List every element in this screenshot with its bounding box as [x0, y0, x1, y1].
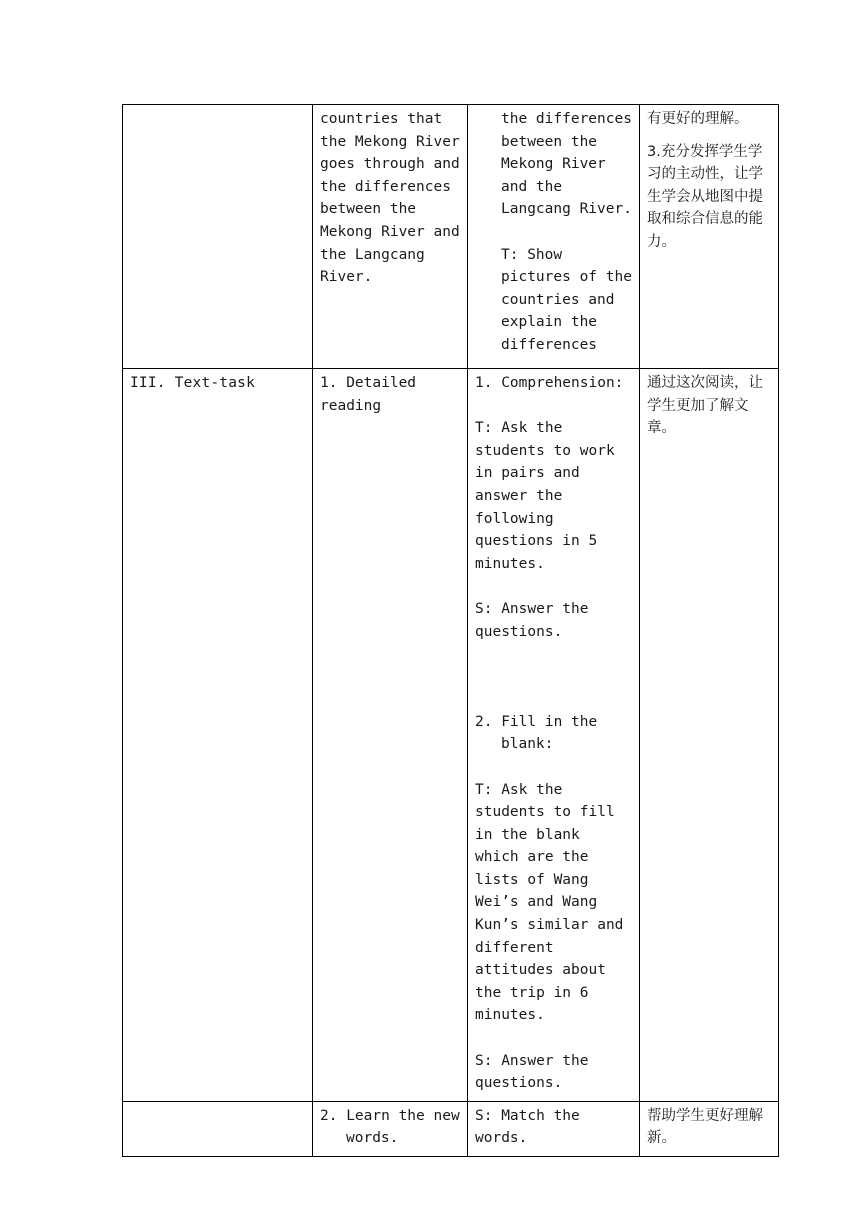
purpose-text: 帮助学生更好理解新。 [647, 1107, 763, 1147]
spacer [475, 1027, 632, 1050]
spacer [475, 221, 632, 244]
activity-text: 1. Detailed reading [320, 375, 417, 414]
activity-cell [313, 369, 468, 1102]
student-response: S: Answer the questions. [475, 1052, 589, 1092]
purpose-cell [640, 369, 779, 1102]
stage-label: III. Text-task [130, 375, 256, 391]
activity-text: 2. Learn the new words. [320, 1107, 460, 1147]
step-title: 1. Comprehension: [475, 375, 624, 391]
student-response: S: Match the words. [475, 1107, 580, 1147]
teacher-instruction: T: Ask the students to work in pairs and answer the following questions in 5 minutes. [475, 420, 615, 572]
step-title: 2. Fill in the blank: [475, 713, 598, 753]
teacher-instruction: T: Ask the students to fill in the blank which are the lists of Wang Wei’s and Wang Kun’s similar and different attitudes about the trip in 6 minutes. [475, 781, 624, 1024]
table-row [123, 105, 779, 369]
stage-cell [123, 1101, 313, 1156]
purpose-text: 3.充分发挥学生学习的主动性，让学生学会从地图中提取和综合信息的能力。 [647, 143, 763, 250]
spacer [647, 131, 771, 141]
purpose-text: 有更好的理解。 [647, 111, 749, 127]
spacer [475, 643, 632, 688]
table-row [123, 1101, 779, 1156]
purpose-cell [640, 105, 779, 369]
spacer [475, 395, 632, 418]
purpose-cell [640, 1101, 779, 1156]
activity-cell [313, 105, 468, 369]
student-response: S: Answer the questions. [475, 600, 589, 640]
process-cell [468, 1101, 640, 1156]
process-cell [468, 369, 640, 1102]
process-text: the differences between the Mekong River and the Langcang River. [501, 111, 632, 218]
process-cell [468, 105, 640, 369]
table-row [123, 369, 779, 1102]
stage-cell [123, 369, 313, 1102]
spacer [475, 756, 632, 779]
lesson-plan-table [122, 104, 779, 1157]
spacer [475, 688, 632, 711]
purpose-text: 通过这次阅读，让学生更加了解文章。 [647, 375, 763, 437]
spacer [475, 575, 632, 598]
teacher-instruction: T: Show pictures of the countries and explain the differences [501, 246, 632, 353]
activity-text: countries that the Mekong River goes through and the differences between the Mekong River and the Langcang River. [320, 111, 460, 286]
activity-cell [313, 1101, 468, 1156]
stage-cell [123, 105, 313, 369]
